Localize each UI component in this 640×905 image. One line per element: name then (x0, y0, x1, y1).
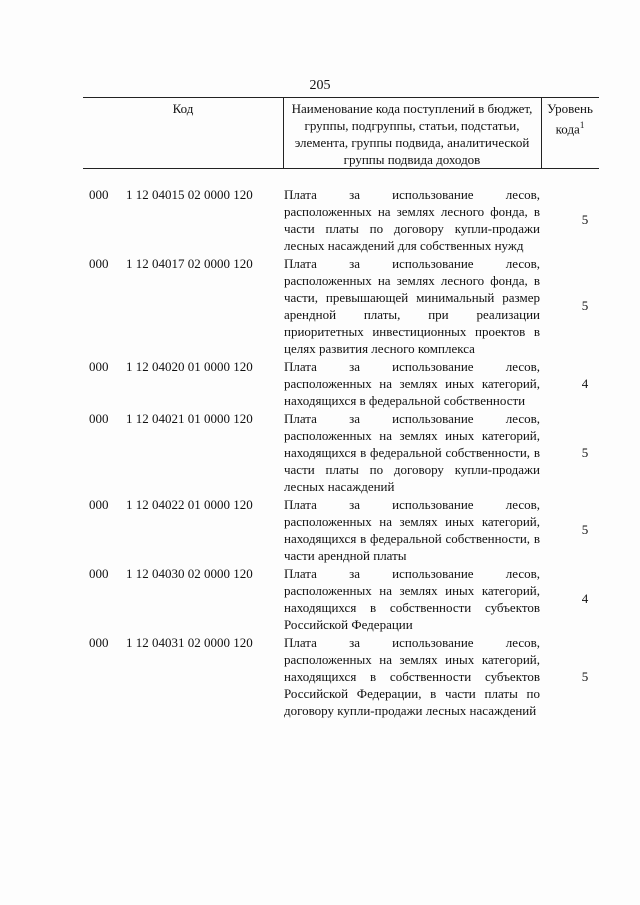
row-prefix: 000 (89, 497, 109, 512)
row-name: Плата за использование лесов, расположенных на землях иных категорий, находящихся в федеральной собственности (284, 359, 540, 408)
table-header (83, 97, 599, 169)
header-name: Наименование кода поступлений в бюджет, группы, подгруппы, статьи, подстатьи, элемента, группы подвида, аналитической группы подвида доходов (283, 98, 542, 168)
page-number: 205 (309, 78, 331, 93)
row-code: 1 12 04021 01 0000 120 (126, 411, 253, 426)
row-name: Плата за использование лесов, расположенных на землях иных категорий, находящихся в собственности субъектов Российской Федерации, в части платы по договору купли-продажи лесных насаждений (284, 635, 540, 718)
row-code: 1 12 04015 02 0000 120 (126, 187, 253, 202)
row-code: 1 12 04022 01 0000 120 (126, 497, 253, 512)
row-prefix: 000 (89, 359, 109, 374)
row-level: 4 (581, 591, 589, 606)
row-code: 1 12 04031 02 0000 120 (126, 635, 253, 650)
row-level: 5 (581, 668, 589, 684)
row-prefix: 000 (89, 411, 109, 426)
row-prefix: 000 (89, 635, 109, 650)
table-row (83, 255, 599, 357)
row-level: 5 (581, 444, 589, 460)
row-level: 5 (581, 298, 589, 313)
row-level: 4 (581, 375, 589, 391)
header-level (541, 98, 599, 168)
row-level: 5 (581, 212, 589, 227)
row-prefix: 000 (89, 566, 109, 581)
row-name: Плата за использование лесов, расположенных на землях лесного фонда, в части платы по договору купли-продажи лесных насаждений для собственных нужд (284, 187, 540, 253)
header-level-label: Уровень кода (547, 101, 593, 137)
row-name: Плата за использование лесов, расположенных на землях иных категорий, находящихся в собственности субъектов Российской Федерации (284, 566, 540, 632)
table-row (83, 186, 599, 254)
table-row (83, 634, 599, 719)
row-level: 5 (581, 522, 589, 537)
row-prefix: 000 (89, 256, 109, 271)
row-name: Плата за использование лесов, расположенных на землях иных категорий, находящихся в федеральной собственности, в части арендной платы (284, 497, 540, 563)
table-row (83, 496, 599, 564)
row-code: 1 12 04020 01 0000 120 (126, 359, 253, 374)
row-prefix: 000 (89, 187, 109, 202)
table-row (83, 410, 599, 495)
row-code: 1 12 04017 02 0000 120 (126, 256, 253, 271)
table-body (83, 186, 599, 719)
row-code: 1 12 04030 02 0000 120 (126, 566, 253, 581)
header-level-footnote: 1 (579, 120, 585, 130)
table-row (83, 565, 599, 633)
table-row (83, 358, 599, 409)
header-code: Код (83, 98, 284, 168)
row-name: Плата за использование лесов, расположенных на землях иных категорий, находящихся в федеральной собственности, в части платы по договору купли-продажи лесных насаждений (284, 411, 540, 494)
row-name: Плата за использование лесов, расположенных на землях лесного фонда, в части, превышающей минимальный размер арендной платы, при реализации приоритетных инвестиционных проектов в целях развития лесного комплекса (284, 256, 540, 356)
